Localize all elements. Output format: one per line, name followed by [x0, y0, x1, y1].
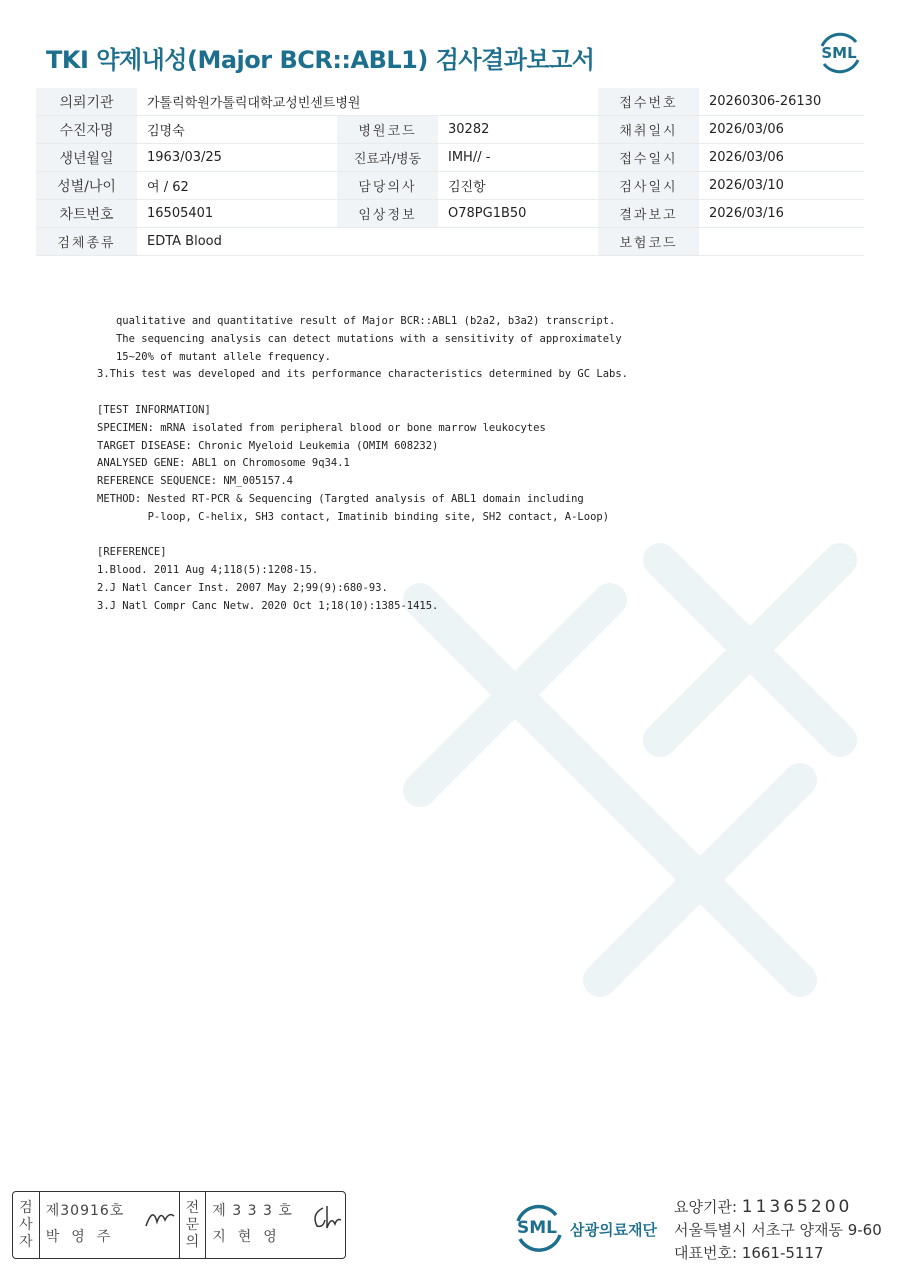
value-test-date: 2026/03/10 [699, 172, 864, 200]
report-title: TKI 약제내성(Major BCR::ABL1) 검사결과보고서 [46, 46, 595, 74]
label-sex-age: 성별/나이 [36, 172, 137, 200]
phone-value: 1661-5117 [741, 1244, 824, 1262]
label-char: 문 [185, 1216, 200, 1233]
sml-logo-icon [814, 28, 864, 76]
label-collection-date: 채취일시 [598, 116, 699, 144]
care-code-value: 11365200 [741, 1197, 853, 1217]
report-body-text [97, 313, 628, 616]
label-physician: 담당의사 [337, 172, 438, 200]
svg-text:SML: SML [517, 1218, 557, 1238]
report-line [97, 527, 628, 545]
info-row [36, 228, 864, 256]
technician-name: 박영주 [45, 1229, 123, 1245]
footer-info [674, 1196, 882, 1265]
report-line: P-loop, C-helix, SH3 contact, Imatinib binding site, SH2 contact, A-Loop) [97, 510, 610, 523]
label-insurance-code: 보험코드 [598, 228, 699, 256]
technician-license: 제30916호 [45, 1203, 125, 1219]
technician-cell [40, 1192, 180, 1258]
value-report-date: 2026/03/16 [699, 200, 864, 228]
signer-label-specialist [180, 1192, 207, 1258]
info-row [36, 116, 864, 144]
label-specimen-type: 검체종류 [36, 228, 137, 256]
technician-signature-icon [143, 1202, 177, 1232]
label-receipt-no: 접수번호 [598, 88, 699, 116]
patient-info-table [36, 88, 864, 256]
label-patient-name: 수진자명 [36, 116, 137, 144]
value-birth-date: 1963/03/25 [137, 144, 337, 172]
footer-address: 서울특별시 서초구 양재동 9-60 [674, 1221, 882, 1239]
value-physician: 김진항 [438, 172, 598, 200]
specialist-name: 지현영 [212, 1229, 289, 1245]
label-chart-no: 차트번호 [36, 200, 137, 228]
value-requesting-org: 가톨릭학원가톨릭대학교성빈센트병원 [137, 88, 598, 116]
specialist-license: 제 3 3 3 호 [212, 1203, 293, 1219]
report-line: 3.This test was developed and its performance characteristics determined by GC Labs. [97, 368, 629, 381]
footer-org-name: 삼광의료재단 [570, 1221, 657, 1239]
label-hospital-code: 병원코드 [337, 116, 438, 144]
report-line: TARGET DISEASE: Chronic Myeloid Leukemia (OMIM 608232) [97, 439, 439, 452]
value-receipt-date: 2026/03/06 [699, 144, 864, 172]
value-chart-no: 16505401 [137, 200, 337, 228]
care-code-label: 요양기관: [674, 1198, 742, 1216]
value-receipt-no: 20260306-26130 [699, 88, 864, 116]
label-clinical-info: 임상정보 [337, 200, 438, 228]
report-line: 3.J Natl Compr Canc Netw. 2020 Oct 1;18(10):1385-1415. [97, 599, 439, 612]
report-line: ANALYSED GENE: ABL1 on Chromosome 9q34.1 [97, 457, 350, 470]
label-test-date: 검사일시 [598, 172, 699, 200]
specialist-signature-icon [309, 1202, 343, 1232]
info-row [36, 144, 864, 172]
signature-box [12, 1191, 346, 1259]
value-clinical-info: O78PG1B50 [438, 200, 598, 228]
report-line: The sequencing analysis can detect mutations with a sensitivity of approximately [97, 332, 622, 345]
report-line: 15~20% of mutant allele frequency. [97, 350, 331, 363]
sml-footer-logo-icon [510, 1199, 566, 1255]
value-department: IMH// - [438, 144, 598, 172]
label-receipt-date: 접수일시 [598, 144, 699, 172]
label-char: 전 [185, 1199, 200, 1216]
value-specimen-type: EDTA Blood [137, 228, 598, 256]
label-char: 검 [19, 1199, 33, 1216]
signer-label-technician [13, 1192, 40, 1258]
label-birth-date: 생년월일 [36, 144, 137, 172]
report-line: METHOD: Nested RT-PCR & Sequencing (Targted analysis of ABL1 domain including [97, 492, 584, 505]
label-report-date: 결과보고 [598, 200, 699, 228]
value-hospital-code: 30282 [438, 116, 598, 144]
report-line: [REFERENCE] [97, 546, 167, 559]
phone-label: 대표번호: [674, 1244, 742, 1262]
value-insurance-code [699, 228, 864, 256]
value-sex-age: 여 / 62 [137, 172, 337, 200]
info-row [36, 88, 864, 116]
report-line: 2.J Natl Cancer Inst. 2007 May 2;99(9):680-93. [97, 581, 388, 594]
svg-text:SML: SML [821, 44, 857, 62]
info-row [36, 172, 864, 200]
report-line [97, 384, 628, 402]
info-row [36, 200, 864, 228]
label-char: 의 [185, 1233, 200, 1250]
report-line: REFERENCE SEQUENCE: NM_005157.4 [97, 475, 293, 488]
report-line: 1.Blood. 2011 Aug 4;118(5):1208-15. [97, 564, 319, 577]
value-patient-name: 김명숙 [137, 116, 337, 144]
report-line: qualitative and quantitative result of Major BCR::ABL1 (b2a2, b3a2) transcript. [97, 315, 616, 327]
specialist-cell [206, 1192, 345, 1258]
value-collection-date: 2026/03/06 [699, 116, 864, 144]
label-requesting-org: 의뢰기관 [36, 88, 137, 116]
label-char: 자 [19, 1233, 33, 1250]
label-char: 사 [19, 1216, 33, 1233]
report-line: [TEST INFORMATION] [97, 403, 211, 416]
report-line: SPECIMEN: mRNA isolated from peripheral blood or bone marrow leukocytes [97, 421, 546, 434]
label-department: 진료과/병동 [337, 144, 438, 172]
